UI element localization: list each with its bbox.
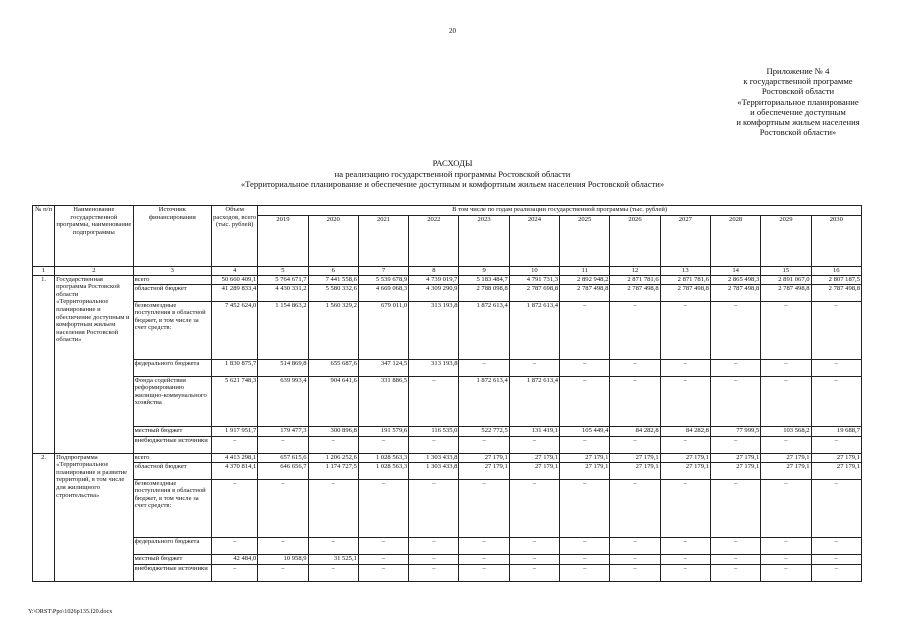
- year-value: –: [660, 537, 710, 554]
- year-value: –: [710, 564, 760, 581]
- document-title: [0, 158, 905, 190]
- year-value: 4 739 019,7: [409, 275, 459, 284]
- header-year: 2022: [409, 216, 459, 267]
- year-value: –: [409, 564, 459, 581]
- funding-source: федерального бюджета: [133, 537, 211, 554]
- year-value: 2 787 498,8: [761, 284, 811, 301]
- year-value: 1 872 613,4: [509, 376, 559, 426]
- header-total-expenses: Объем расходов, всего (тыс. рублей): [212, 206, 258, 267]
- appendix-line: и комфортным жильем населения: [736, 117, 860, 128]
- year-value: –: [560, 301, 610, 359]
- file-path-footer: Y:\ORST\Ppo\1026p135.f20.docx: [28, 608, 113, 615]
- funding-source: внебюджетные источники: [133, 564, 211, 581]
- appendix-line: Ростовской области»: [759, 127, 837, 138]
- year-value: 1 872 613,4: [509, 301, 559, 359]
- table-row: [33, 564, 862, 581]
- year-value: 131 419,1: [509, 426, 559, 436]
- title-line: РАСХОДЫ: [432, 158, 473, 168]
- year-value: 300 896,8: [308, 426, 358, 436]
- year-value: 19 688,7: [811, 426, 861, 436]
- year-value: 2 871 781,6: [610, 275, 660, 284]
- year-value: –: [811, 359, 861, 376]
- year-value: –: [811, 554, 861, 564]
- header-number: № п/п: [33, 206, 55, 267]
- year-value: –: [358, 479, 408, 537]
- header-year: 2029: [761, 216, 811, 267]
- year-value: –: [258, 537, 308, 554]
- year-value: –: [811, 301, 861, 359]
- header-year: 2028: [710, 216, 760, 267]
- year-value: 1 174 727,5: [308, 462, 358, 479]
- year-value: –: [610, 564, 660, 581]
- year-value: –: [459, 554, 509, 564]
- column-number: 2: [55, 267, 133, 276]
- year-value: –: [459, 537, 509, 554]
- year-value: 27 179,1: [761, 453, 811, 462]
- year-value: –: [560, 564, 610, 581]
- table-row: [33, 284, 862, 301]
- year-value: –: [459, 359, 509, 376]
- year-value: 105 449,4: [560, 426, 610, 436]
- header-year: 2027: [660, 216, 710, 267]
- year-value: –: [710, 436, 760, 453]
- year-value: –: [610, 554, 660, 564]
- funding-source: местный бюджет: [133, 426, 211, 436]
- year-value: 4 430 331,2: [258, 284, 308, 301]
- year-value: 522 772,5: [459, 426, 509, 436]
- appendix-line: Ростовской области: [761, 86, 835, 97]
- column-number: 9: [459, 267, 509, 276]
- column-number: 7: [358, 267, 408, 276]
- header-year: 2020: [308, 216, 358, 267]
- year-value: 639 993,4: [258, 376, 308, 426]
- year-value: 5 539 678,9: [358, 275, 408, 284]
- year-value: 77 999,5: [710, 426, 760, 436]
- table-row: [33, 479, 862, 537]
- appendix-line: Приложение № 4: [766, 66, 830, 76]
- table-row: [33, 462, 862, 479]
- year-value: –: [308, 537, 358, 554]
- year-value: –: [409, 436, 459, 453]
- year-value: –: [308, 436, 358, 453]
- table-row: [33, 436, 862, 453]
- year-value: –: [660, 376, 710, 426]
- column-number: 16: [811, 267, 861, 276]
- column-number: 1: [33, 267, 55, 276]
- header-funding-source: Источник финансирования: [133, 206, 211, 267]
- year-value: –: [610, 537, 660, 554]
- year-value: 1 303 433,8: [409, 462, 459, 479]
- year-value: 84 282,8: [610, 426, 660, 436]
- year-value: 27 179,1: [811, 453, 861, 462]
- year-value: –: [710, 376, 760, 426]
- year-value: –: [409, 376, 459, 426]
- funding-source: всего: [133, 453, 211, 462]
- year-value: 31 525,1: [308, 554, 358, 564]
- year-value: –: [761, 554, 811, 564]
- funding-source: безвозмездные поступления в областной бюджет, в том числе за счет средств:: [133, 479, 211, 537]
- year-value: –: [811, 564, 861, 581]
- column-number: 4: [212, 267, 258, 276]
- table-row: [33, 453, 862, 462]
- year-value: 2 891 067,0: [761, 275, 811, 284]
- page-number: 20: [449, 27, 456, 35]
- year-value: –: [761, 359, 811, 376]
- year-value: 2 787 498,8: [710, 284, 760, 301]
- year-value: –: [560, 436, 610, 453]
- column-number: 6: [308, 267, 358, 276]
- column-number: 14: [710, 267, 760, 276]
- year-value: 27 179,1: [811, 462, 861, 479]
- year-value: –: [560, 554, 610, 564]
- year-value: –: [710, 554, 760, 564]
- table-row: [33, 537, 862, 554]
- year-value: 4 791 731,3: [509, 275, 559, 284]
- year-value: –: [308, 479, 358, 537]
- total-value: –: [212, 564, 258, 581]
- year-value: –: [509, 564, 559, 581]
- funding-source: местный бюджет: [133, 554, 211, 564]
- program-name: Государственная программа Ростовской области «Территориальное планирование и обеспечение доступным и комфортным жильем населения Ростовской области»: [55, 275, 133, 453]
- year-value: 7 441 558,6: [308, 275, 358, 284]
- year-value: –: [761, 301, 811, 359]
- year-value: –: [358, 537, 408, 554]
- total-value: –: [212, 436, 258, 453]
- total-value: –: [212, 479, 258, 537]
- year-value: –: [509, 359, 559, 376]
- year-value: –: [459, 436, 509, 453]
- year-value: –: [660, 301, 710, 359]
- total-value: 5 621 748,3: [212, 376, 258, 426]
- year-value: 191 579,6: [358, 426, 408, 436]
- year-value: –: [308, 564, 358, 581]
- header-program-name: Наименование государственной программы, наименование подпрограммы: [55, 206, 133, 267]
- year-value: –: [660, 554, 710, 564]
- year-value: –: [560, 479, 610, 537]
- year-value: 179 477,3: [258, 426, 308, 436]
- year-value: 679 011,0: [358, 301, 408, 359]
- year-value: 27 179,1: [560, 453, 610, 462]
- total-value: 1 830 875,7: [212, 359, 258, 376]
- funding-source: областной бюджет: [133, 284, 211, 301]
- year-value: 27 179,1: [560, 462, 610, 479]
- column-number: 13: [660, 267, 710, 276]
- year-value: –: [358, 564, 408, 581]
- year-value: 904 641,6: [308, 376, 358, 426]
- year-value: 116 535,0: [409, 426, 459, 436]
- table-row: [33, 554, 862, 564]
- year-value: –: [811, 537, 861, 554]
- year-value: 27 179,1: [509, 462, 559, 479]
- year-value: 27 179,1: [610, 453, 660, 462]
- year-value: 1 028 563,3: [358, 453, 408, 462]
- expenses-table: [32, 205, 862, 582]
- year-value: 1 303 433,8: [409, 453, 459, 462]
- year-value: –: [509, 554, 559, 564]
- year-value: 27 179,1: [459, 462, 509, 479]
- row-number: 1.: [33, 275, 55, 453]
- year-value: –: [258, 479, 308, 537]
- year-value: –: [811, 376, 861, 426]
- year-value: –: [560, 537, 610, 554]
- year-value: 655 687,6: [308, 359, 358, 376]
- funding-source: внебюджетные источники: [133, 436, 211, 453]
- header-year: 2030: [811, 216, 861, 267]
- year-value: –: [610, 301, 660, 359]
- year-value: –: [560, 376, 610, 426]
- header-year: 2026: [610, 216, 660, 267]
- year-value: 2 787 498,8: [660, 284, 710, 301]
- total-value: 1 917 951,7: [212, 426, 258, 436]
- appendix-line: к государственной программе: [743, 76, 853, 87]
- header-year: 2021: [358, 216, 408, 267]
- header-years-group: В том числе по годам реализации государственной программы (тыс. рублей): [258, 206, 862, 216]
- table-row: [33, 301, 862, 359]
- year-value: –: [358, 554, 408, 564]
- column-number: 5: [258, 267, 308, 276]
- year-value: –: [610, 359, 660, 376]
- table-row: [33, 275, 862, 284]
- funding-source: федерального бюджета: [133, 359, 211, 376]
- total-value: 4 370 814,1: [212, 462, 258, 479]
- year-value: 27 179,1: [509, 453, 559, 462]
- year-value: –: [560, 359, 610, 376]
- year-value: 2 787 498,8: [610, 284, 660, 301]
- year-value: –: [710, 537, 760, 554]
- year-value: 27 179,1: [660, 453, 710, 462]
- year-value: –: [409, 479, 459, 537]
- year-value: 2 787 498,8: [811, 284, 861, 301]
- year-value: –: [509, 436, 559, 453]
- year-value: 1 028 563,3: [358, 462, 408, 479]
- year-value: –: [258, 436, 308, 453]
- table-row: [33, 426, 862, 436]
- year-value: 10 958,9: [258, 554, 308, 564]
- year-value: –: [660, 479, 710, 537]
- year-value: 657 615,6: [258, 453, 308, 462]
- year-value: –: [509, 479, 559, 537]
- year-value: 1 872 613,4: [459, 376, 509, 426]
- year-value: 4 309 290,9: [409, 284, 459, 301]
- total-value: 4 413 298,1: [212, 453, 258, 462]
- year-value: 1 872 613,4: [459, 301, 509, 359]
- header-year: 2025: [560, 216, 610, 267]
- column-number: 11: [560, 267, 610, 276]
- year-value: –: [660, 436, 710, 453]
- year-value: 331 886,5: [358, 376, 408, 426]
- total-value: 41 289 833,4: [212, 284, 258, 301]
- year-value: –: [610, 376, 660, 426]
- year-value: 5 580 332,6: [308, 284, 358, 301]
- appendix-block: [688, 66, 905, 137]
- year-value: 514 869,8: [258, 359, 308, 376]
- year-value: –: [710, 301, 760, 359]
- year-value: –: [761, 376, 811, 426]
- funding-source: областной бюджет: [133, 462, 211, 479]
- year-value: –: [409, 554, 459, 564]
- year-value: 27 179,1: [761, 462, 811, 479]
- year-value: –: [660, 359, 710, 376]
- year-value: –: [811, 436, 861, 453]
- year-value: –: [610, 479, 660, 537]
- column-number: 8: [409, 267, 459, 276]
- year-value: 5 183 484,7: [459, 275, 509, 284]
- year-value: –: [811, 479, 861, 537]
- year-value: 2 787 698,8: [509, 284, 559, 301]
- year-value: 313 193,8: [409, 301, 459, 359]
- funding-source: Фонда содействия реформированию жилищно-коммунального хозяйства: [133, 376, 211, 426]
- funding-source: безвозмездные поступления в областной бюджет, в том числе за счет средств:: [133, 301, 211, 359]
- year-value: 2 807 187,5: [811, 275, 861, 284]
- year-value: –: [761, 537, 811, 554]
- year-value: 5 764 671,7: [258, 275, 308, 284]
- year-value: –: [761, 436, 811, 453]
- year-value: –: [459, 564, 509, 581]
- year-value: 84 282,8: [660, 426, 710, 436]
- year-value: –: [761, 564, 811, 581]
- year-value: –: [610, 436, 660, 453]
- year-value: 27 179,1: [710, 453, 760, 462]
- column-number: 3: [133, 267, 211, 276]
- column-number: 15: [761, 267, 811, 276]
- year-value: 2 787 498,8: [560, 284, 610, 301]
- year-value: 347 124,5: [358, 359, 408, 376]
- year-value: –: [761, 479, 811, 537]
- funding-source: всего: [133, 275, 211, 284]
- column-numbers-row: [33, 267, 862, 276]
- year-value: –: [459, 479, 509, 537]
- year-value: 2 892 948,2: [560, 275, 610, 284]
- year-value: 2 865 498,3: [710, 275, 760, 284]
- year-value: 646 656,7: [258, 462, 308, 479]
- title-line: «Территориальное планирование и обеспечение доступным и комфортным жильем населения Ростовской области»: [240, 179, 665, 189]
- year-value: 27 179,1: [610, 462, 660, 479]
- year-value: –: [358, 436, 408, 453]
- column-number: 12: [610, 267, 660, 276]
- row-number: 2.: [33, 453, 55, 581]
- year-value: 1 154 863,2: [258, 301, 308, 359]
- title-line: на реализацию государственной программы Ростовской области: [334, 168, 571, 179]
- year-value: 2 871 781,6: [660, 275, 710, 284]
- year-value: 313 193,8: [409, 359, 459, 376]
- year-value: 1 206 252,6: [308, 453, 358, 462]
- year-value: –: [409, 537, 459, 554]
- year-value: 27 179,1: [459, 453, 509, 462]
- year-value: 4 669 068,3: [358, 284, 408, 301]
- year-value: 103 568,2: [761, 426, 811, 436]
- table-row: [33, 376, 862, 426]
- total-value: 50 660 409,1: [212, 275, 258, 284]
- column-number: 10: [509, 267, 559, 276]
- year-value: –: [710, 359, 760, 376]
- header-year: 2023: [459, 216, 509, 267]
- year-value: 2 788 098,8: [459, 284, 509, 301]
- year-value: –: [660, 564, 710, 581]
- appendix-line: и обеспечение доступным: [750, 106, 846, 117]
- year-value: –: [258, 564, 308, 581]
- header-year: 2024: [509, 216, 559, 267]
- year-value: 27 179,1: [660, 462, 710, 479]
- total-value: 7 452 624,0: [212, 301, 258, 359]
- total-value: 42 484,0: [212, 554, 258, 564]
- year-value: 1 560 329,2: [308, 301, 358, 359]
- program-name: Подпрограмма «Территориальное планирование и развитие территорий, в том числе для жилищного строительства»: [55, 453, 133, 581]
- header-year: 2019: [258, 216, 308, 267]
- total-value: –: [212, 537, 258, 554]
- year-value: –: [509, 537, 559, 554]
- table-row: [33, 359, 862, 376]
- appendix-line: «Территориальное планирование: [737, 96, 859, 107]
- year-value: –: [710, 479, 760, 537]
- year-value: 27 179,1: [710, 462, 760, 479]
